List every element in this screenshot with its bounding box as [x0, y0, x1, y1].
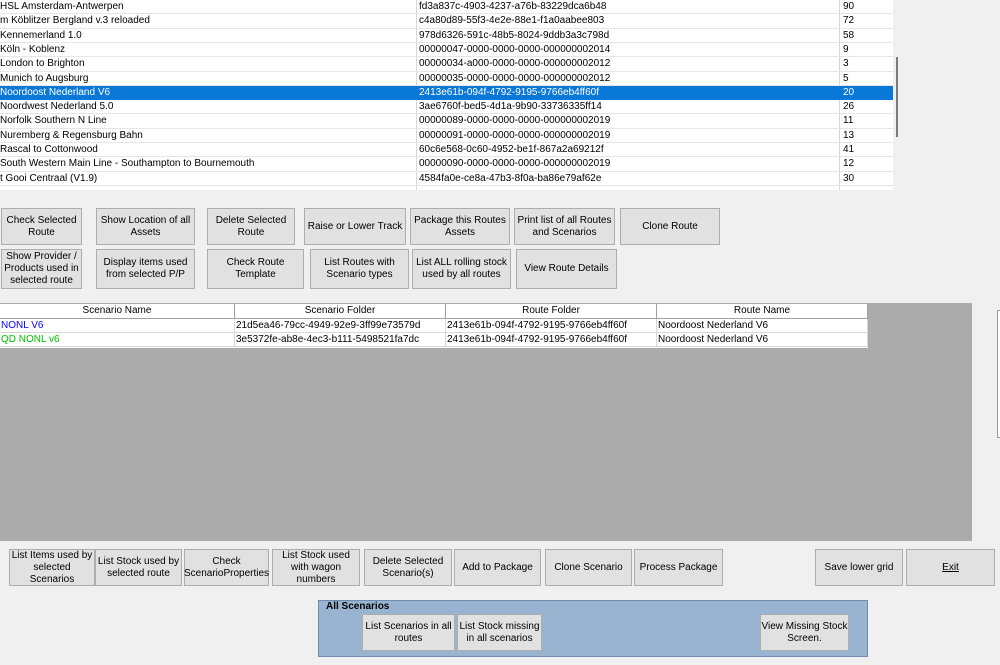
- route-name-cell: Köln - Koblenz: [0, 43, 66, 55]
- route-name-cell: Noordoost Nederland V6: [657, 333, 868, 347]
- scenario-count-cell: 90: [843, 1, 855, 12]
- clone-route-button[interactable]: Clone Route: [620, 208, 720, 245]
- route-row[interactable]: [0, 29, 893, 43]
- delete-selected-route-button[interactable]: Delete Selected Route: [207, 208, 295, 245]
- check-scenario-properties-button[interactable]: Check ScenarioProperties: [184, 549, 269, 586]
- scenario-folder-cell: 21d5ea46-79cc-4949-92e9-3ff99e73579d: [235, 319, 446, 333]
- route-row[interactable]: [0, 129, 893, 143]
- show-provider-button[interactable]: Show Provider / Products used in selected route: [1, 249, 82, 289]
- route-name-cell: HSL Amsterdam-Antwerpen: [0, 1, 124, 12]
- exit-button[interactable]: Exit: [906, 549, 995, 586]
- all-scenarios-title: All Scenarios: [326, 601, 390, 612]
- list-stock-wagon-numbers-button[interactable]: List Stock used with wagon numbers: [272, 549, 360, 586]
- display-items-pp-button[interactable]: Display items used from selected P/P: [96, 249, 195, 289]
- delete-selected-scenarios-button[interactable]: Delete Selected Scenario(s): [364, 549, 452, 586]
- route-row[interactable]: [0, 157, 893, 171]
- route-row[interactable]: [0, 114, 893, 128]
- scenario-count-cell: 11: [843, 115, 854, 127]
- check-selected-route-button[interactable]: Check Selected Route: [1, 208, 82, 245]
- route-grid[interactable]: [0, 0, 908, 190]
- scenario-count-cell: 5: [843, 72, 849, 84]
- list-items-selected-scenarios-button[interactable]: List Items used by selected Scenarios: [9, 549, 95, 586]
- clone-scenario-button[interactable]: Clone Scenario: [545, 549, 632, 586]
- list-scenarios-all-routes-button[interactable]: List Scenarios in all routes: [362, 614, 455, 651]
- route-folder-cell: 4584fa0e-ce8a-47b3-8f0a-ba86e79af62e: [419, 172, 602, 184]
- route-folder-cell: 00000090-0000-0000-0000-000000002019: [419, 158, 611, 170]
- list-all-rolling-stock-button[interactable]: List ALL rolling stock used by all routes: [412, 249, 511, 289]
- scenario-count-cell: 13: [843, 129, 855, 141]
- route-row[interactable]: [0, 57, 893, 71]
- route-row[interactable]: [0, 43, 893, 57]
- route-folder-cell: 2413e61b-094f-4792-9195-9766eb4ff60f: [446, 333, 657, 347]
- scenario-folder-cell: 3e5372fe-ab8e-4ec3-b111-5498521fa7dc: [235, 333, 446, 347]
- route-row[interactable]: [0, 86, 893, 100]
- header-scenario-name[interactable]: Scenario Name: [0, 304, 235, 319]
- route-folder-cell: 60c6e568-0c60-4952-be1f-867a2a69212f: [419, 144, 604, 155]
- route-name-cell: Norfolk Southern N Line: [0, 115, 107, 127]
- grid-row-divider: [0, 185, 893, 186]
- route-folder-cell: 3ae6760f-bed5-4d1a-9b90-33736335ff14: [419, 101, 602, 113]
- header-route-folder[interactable]: Route Folder: [446, 304, 657, 319]
- route-name-cell: t Gooi Centraal (V1.9): [0, 172, 98, 184]
- route-folder-cell: 2413e61b-094f-4792-9195-9766eb4ff60f: [419, 86, 599, 98]
- process-package-button[interactable]: Process Package: [634, 549, 723, 586]
- route-name-cell: Noordoost Nederland V6: [657, 319, 868, 333]
- scenario-name-cell: QD NONL v6: [0, 333, 235, 347]
- route-name-cell: Rascal to Cottonwood: [0, 144, 98, 155]
- view-route-details-button[interactable]: View Route Details: [516, 249, 617, 289]
- route-name-cell: Nuremberg & Regensburg Bahn: [0, 129, 143, 141]
- route-row[interactable]: [0, 14, 893, 28]
- route-folder-cell: 00000089-0000-0000-0000-000000002019: [419, 115, 611, 127]
- list-stock-selected-route-button[interactable]: List Stock used by selected route: [95, 549, 182, 586]
- scenario-count-cell: 58: [843, 29, 855, 41]
- route-name-cell: South Western Main Line - Southampton to Bournemouth: [0, 158, 255, 170]
- scenario-grid[interactable]: [0, 304, 868, 348]
- route-row[interactable]: [0, 172, 893, 186]
- print-list-routes-button[interactable]: Print list of all Routes and Scenarios: [514, 208, 615, 245]
- save-lower-grid-button[interactable]: Save lower grid: [815, 549, 903, 586]
- scenario-count-cell: 30: [843, 172, 855, 184]
- route-folder-cell: 00000035-0000-0000-0000-000000002012: [419, 72, 611, 84]
- route-name-cell: Noordoost Nederland V6: [0, 86, 111, 98]
- route-name-cell: Munich to Augsburg: [0, 72, 89, 84]
- header-route-name[interactable]: Route Name: [657, 304, 868, 319]
- show-location-assets-button[interactable]: Show Location of all Assets: [96, 208, 195, 245]
- route-name-cell: m Köblitzer Bergland v.3 reloaded: [0, 15, 150, 27]
- route-folder-cell: 2413e61b-094f-4792-9195-9766eb4ff60f: [446, 319, 657, 333]
- scenario-count-cell: 41: [843, 144, 855, 155]
- raise-lower-track-button[interactable]: Raise or Lower Track: [304, 208, 406, 245]
- route-row[interactable]: [0, 0, 893, 14]
- route-name-cell: London to Brighton: [0, 58, 85, 70]
- check-route-template-button[interactable]: Check Route Template: [207, 249, 304, 289]
- route-name-cell: Noordwest Nederland 5.0: [0, 101, 114, 113]
- scenario-name-cell: NONL V6: [0, 319, 235, 333]
- route-folder-cell: c4a80d89-55f3-4e2e-88e1-f1a0aabee803: [419, 15, 605, 27]
- route-folder-cell: 00000034-a000-0000-0000-000000002012: [419, 58, 611, 70]
- route-folder-cell: 00000091-0000-0000-0000-000000002019: [419, 129, 611, 141]
- add-to-package-button[interactable]: Add to Package: [454, 549, 541, 586]
- scenario-row[interactable]: [0, 333, 868, 347]
- scenario-row[interactable]: [0, 319, 868, 333]
- list-routes-scenario-types-button[interactable]: List Routes with Scenario types: [310, 249, 409, 289]
- scenario-count-cell: 72: [843, 15, 855, 27]
- scenario-count-cell: 20: [843, 86, 855, 98]
- package-route-assets-button[interactable]: Package this Routes Assets: [410, 208, 510, 245]
- header-scenario-folder[interactable]: Scenario Folder: [235, 304, 446, 319]
- view-missing-stock-button[interactable]: View Missing Stock Screen.: [760, 614, 849, 651]
- route-name-cell: Kennemerland 1.0: [0, 29, 82, 41]
- route-folder-cell: fd3a837c-4903-4237-a76b-83229dca6b48: [419, 1, 607, 12]
- list-stock-missing-button[interactable]: List Stock missing in all scenarios: [457, 614, 542, 651]
- route-row[interactable]: [0, 143, 893, 157]
- route-grid-scrollbar-thumb[interactable]: [896, 57, 898, 137]
- route-row[interactable]: [0, 100, 893, 114]
- scenario-count-cell: 9: [843, 43, 849, 55]
- scenario-count-cell: 3: [843, 58, 849, 70]
- route-folder-cell: 00000047-0000-0000-0000-000000002014: [419, 43, 611, 55]
- route-row[interactable]: [0, 72, 893, 86]
- scenario-count-cell: 12: [843, 158, 855, 170]
- route-folder-cell: 978d6326-591c-48b5-8024-9ddb3a3c798d: [419, 29, 610, 41]
- scenario-count-cell: 26: [843, 101, 855, 113]
